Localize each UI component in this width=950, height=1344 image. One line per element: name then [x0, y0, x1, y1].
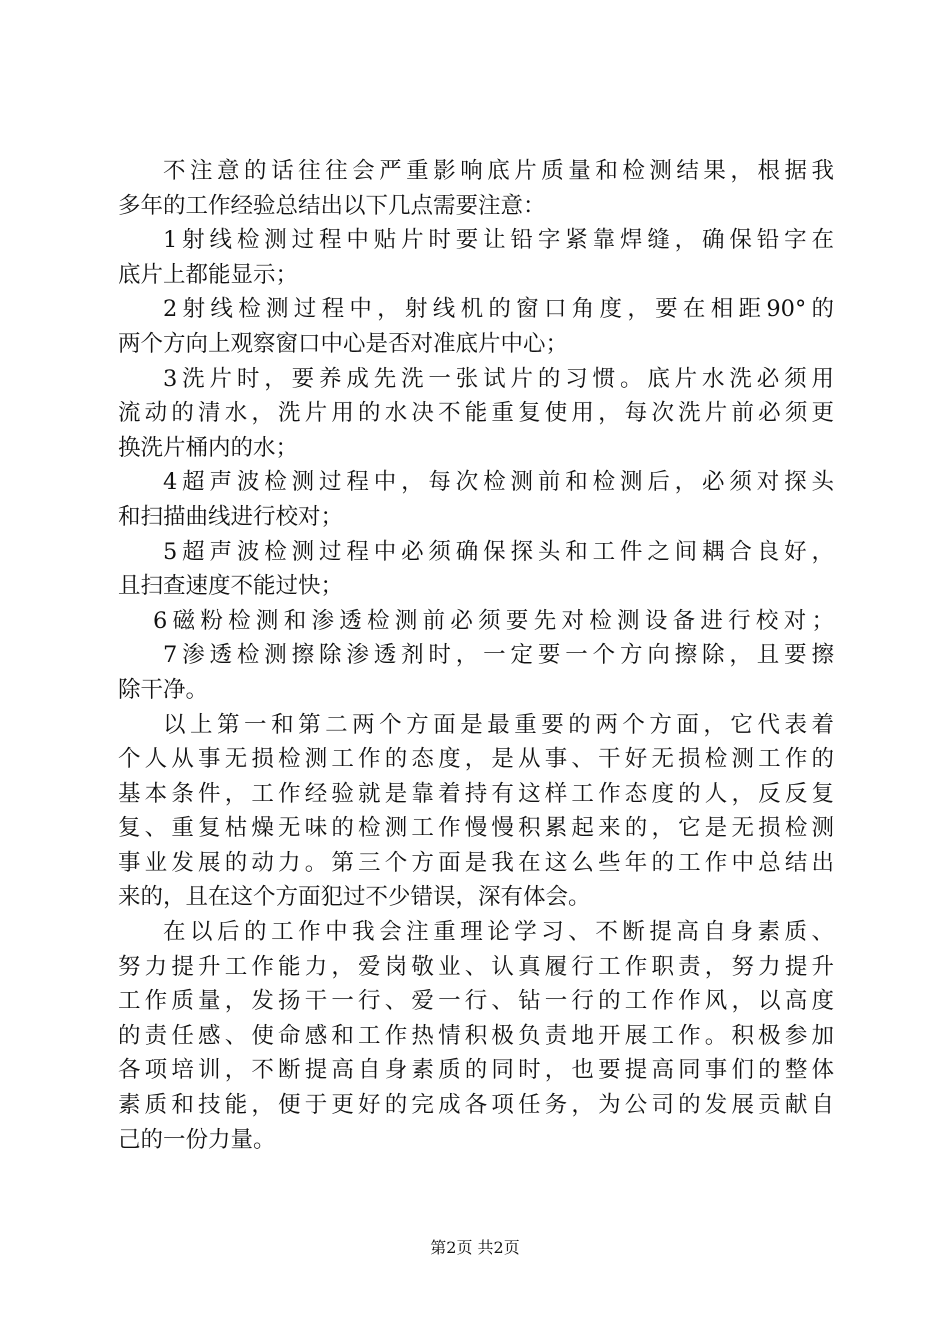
text-line-25: 工作质量，发扬干一行、爱一行、钻一行的工作作风，以高度	[118, 988, 834, 1015]
text-line-11: 和扫描曲线进行校对；	[118, 503, 344, 530]
text-line-23: 在以后的工作中我会注重理论学习、不断提高自身素质、	[163, 919, 834, 946]
text-line-1: 不注意的话往往会严重影响底片质量和检测结果，根据我	[163, 158, 834, 184]
text-line-8: 流动的清水，洗片用的水决不能重复使用，每次洗片前必须更	[118, 400, 834, 427]
text-line-18: 个人从事无损检测工作的态度，是从事、干好无损检测工作的	[118, 746, 834, 773]
text-line-21: 事业发展的动力。第三个方面是我在这么些年的工作中总结出	[118, 849, 834, 876]
text-line-12: 5超声波检测过程中必须确保探头和工件之间耦合良好，	[163, 538, 834, 565]
document-body	[118, 154, 834, 1157]
text-line-17: 以上第一和第二两个方面是最重要的两个方面，它代表着	[163, 711, 834, 738]
text-line-9: 换洗片桶内的水；	[118, 434, 299, 461]
text-line-22: 来的，且在这个方面犯过不少错误，深有体会。	[118, 884, 591, 911]
text-line-28: 素质和技能，便于更好的完成各项任务，为公司的发展贡献自	[118, 1092, 834, 1119]
text-line-6: 两个方向上观察窗口中心是否对准底片中心；	[118, 330, 569, 357]
text-line-26: 的责任感、使命感和工作热情积极负责地开展工作。积极参加	[118, 1022, 834, 1049]
text-line-16: 除干净。	[118, 676, 209, 703]
text-line-2: 多年的工作经验总结出以下几点需要注意：	[118, 192, 546, 219]
text-line-19: 基本条件，工作经验就是靠着持有这样工作态度的人，反反复	[118, 780, 834, 807]
text-line-29: 己的一份力量。	[118, 1126, 276, 1153]
text-line-24: 努力提升工作能力，爱岗敬业、认真履行工作职责，努力提升	[118, 953, 834, 980]
text-line-14: 6磁粉检测和渗透检测前必须要先对检测设备进行校对；	[153, 607, 834, 634]
text-line-15: 7渗透检测擦除渗透剂时，一定要一个方向擦除，且要擦	[163, 642, 834, 669]
text-line-27: 各项培训，不断提高自身素质的同时，也要提高同事们的整体	[118, 1057, 834, 1084]
text-line-5: 2射线检测过程中，射线机的窗口角度，要在相距90°的	[163, 296, 834, 323]
text-line-20: 复、重复枯燥无味的检测工作慢慢积累起来的，它是无损检测	[118, 815, 834, 842]
text-line-10: 4超声波检测过程中，每次检测前和检测后，必须对探头	[163, 469, 834, 496]
text-line-13: 且扫查速度不能过快；	[118, 573, 344, 600]
page-number-footer: 第2页 共2页	[430, 1238, 520, 1257]
text-line-4: 底片上都能显示；	[118, 261, 299, 288]
text-line-3: 1射线检测过程中贴片时要让铅字紧靠焊缝，确保铅字在	[163, 227, 834, 254]
text-line-7: 3洗片时，要养成先洗一张试片的习惯。底片水洗必须用	[163, 365, 834, 392]
